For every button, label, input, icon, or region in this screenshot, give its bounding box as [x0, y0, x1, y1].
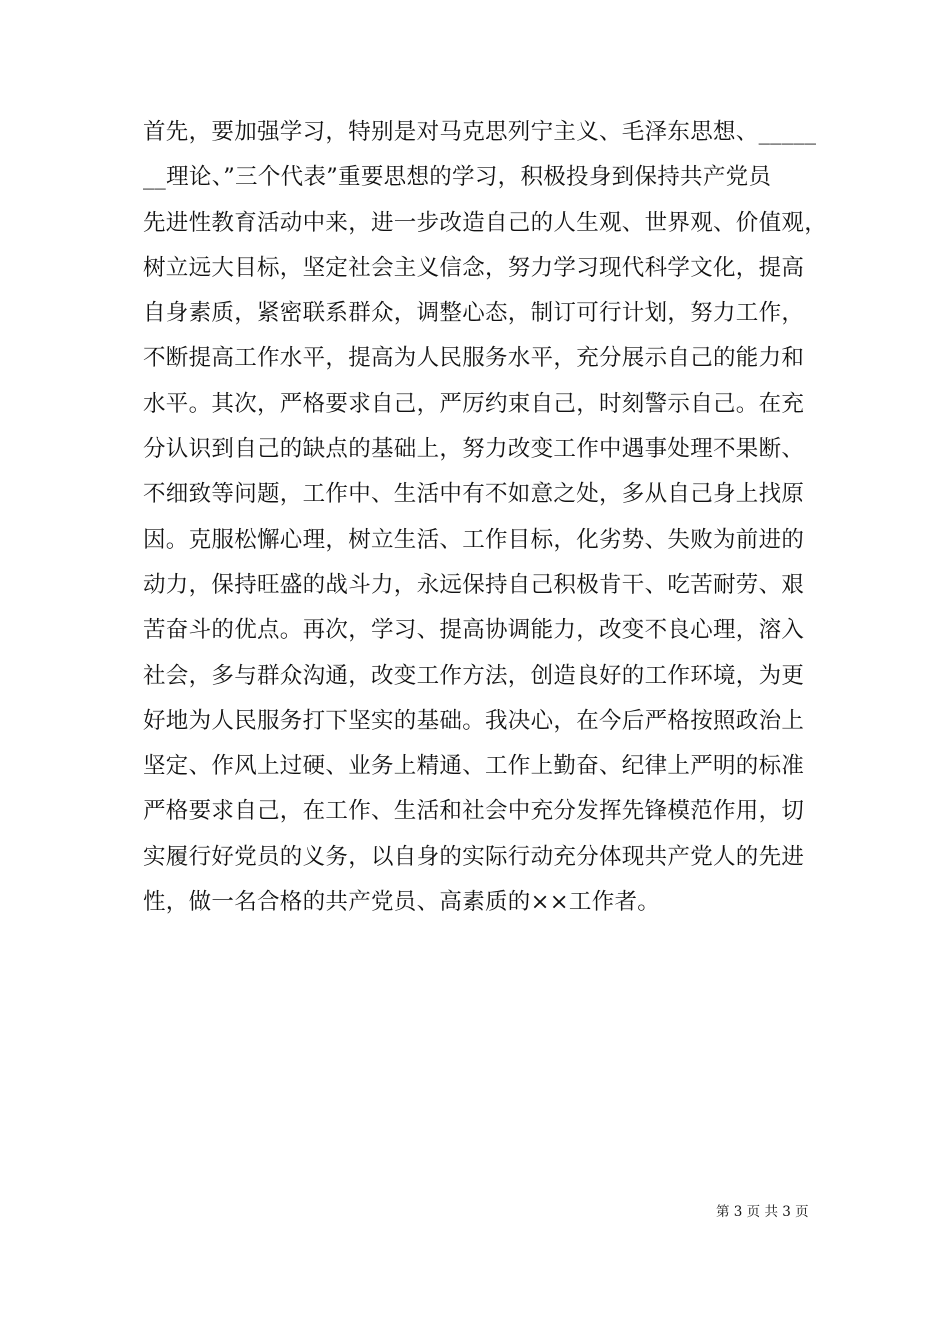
paragraph-line-12: 苦奋斗的优点。再次，学习、提高协调能力，改变不良心理，溶入	[143, 617, 805, 644]
paragraph-line-7: 水平。其次，严格要求自己，严厉约束自己，时刻警示自己。在充	[143, 390, 805, 417]
paragraph-line-11: 动力，保持旺盛的战斗力，永远保持自己积极肯干、吃苦耐劳、艰	[143, 571, 805, 598]
paragraph-line-1: 首先，要加强学习，特别是对马克思列宁主义、毛泽东思想、_____	[143, 119, 817, 145]
body-paragraph	[143, 110, 828, 925]
paragraph-line-9: 不细致等问题，工作中、生活中有不如意之处，多从自己身上找原	[143, 481, 805, 508]
paragraph-line-3: 先进性教育活动中来，进一步改造自己的人生观、世界观、价值观，	[143, 209, 828, 236]
paragraph-line-14: 好地为人民服务打下坚实的基础。我决心，在今后严格按照政治上	[143, 707, 805, 734]
page-number-footer: 第 3 页 共 3 页	[716, 1204, 809, 1220]
paragraph-line-13: 社会，多与群众沟通，改变工作方法，创造良好的工作环境，为更	[143, 662, 805, 689]
paragraph-line-5: 自身素质，紧密联系群众，调整心态，制订可行计划，努力工作，	[143, 300, 805, 327]
paragraph-line-10: 因。克服松懈心理，树立生活、工作目标，化劣势、失败为前进的	[143, 526, 805, 553]
paragraph-line-6: 不断提高工作水平，提高为人民服务水平，充分展示自己的能力和	[143, 345, 805, 372]
paragraph-line-8: 分认识到自己的缺点的基础上，努力改变工作中遇事处理不果断、	[143, 436, 805, 463]
paragraph-line-16: 严格要求自己，在工作、生活和社会中充分发挥先锋模范作用，切	[143, 798, 805, 825]
paragraph-line-15: 坚定、作风上过硬、业务上精通、工作上勤奋、纪律上严明的标准	[143, 753, 805, 780]
paragraph-line-4: 树立远大目标，坚定社会主义信念，努力学习现代科学文化，提高	[143, 254, 805, 281]
paragraph-line-18: 性，做一名合格的共产党员、高素质的××工作者。	[143, 889, 661, 916]
paragraph-line-17: 实履行好党员的义务，以自身的实际行动充分体现共产党人的先进	[143, 843, 805, 870]
paragraph-line-2: __理论、”三个代表”重要思想的学习，积极投身到保持共产党员	[143, 164, 772, 191]
